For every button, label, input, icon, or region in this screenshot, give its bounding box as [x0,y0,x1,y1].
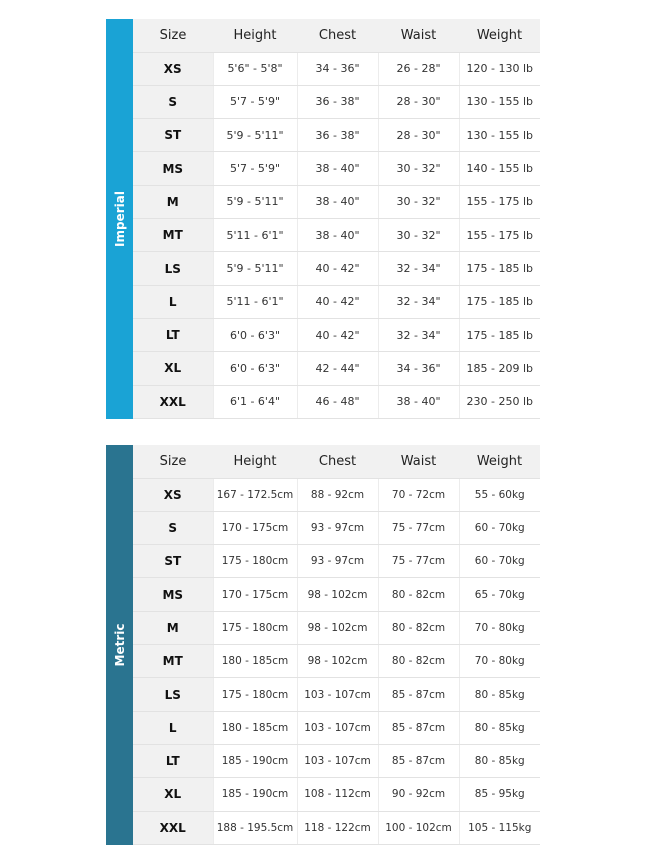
imperial-chest-cell: 36 - 38" [297,119,378,152]
header-chest: Chest [297,445,378,478]
metric-side-label [106,445,133,845]
imperial-weight-cell: 230 - 250 lb [459,385,540,418]
imperial-chest-cell: 38 - 40" [297,152,378,185]
imperial-waist-cell: 30 - 32" [378,185,459,218]
header-size: Size [133,445,213,478]
imperial-size-cell: XL [133,352,213,385]
metric-chest-cell: 98 - 102cm [297,611,378,644]
imperial-chest-cell: 42 - 44" [297,352,378,385]
table-row [133,85,540,118]
table-row [133,745,540,778]
metric-chest-cell: 118 - 122cm [297,811,378,844]
table-row [133,645,540,678]
metric-height-cell: 170 - 175cm [213,511,297,544]
metric-label-text: Metric [112,623,127,667]
metric-height-cell: 188 - 195.5cm [213,811,297,844]
metric-chest-cell: 93 - 97cm [297,545,378,578]
imperial-size-cell: XS [133,52,213,85]
imperial-weight-cell: 175 - 185 lb [459,285,540,318]
imperial-height-cell: 5'9 - 5'11" [213,252,297,285]
metric-chest-cell: 103 - 107cm [297,678,378,711]
metric-size-cell: XL [133,778,213,811]
metric-chest-cell: 103 - 107cm [297,745,378,778]
header-waist: Waist [378,445,459,478]
metric-height-cell: 180 - 185cm [213,645,297,678]
metric-waist-cell: 80 - 82cm [378,578,459,611]
imperial-label-text: Imperial [112,191,127,247]
metric-height-cell: 180 - 185cm [213,711,297,744]
imperial-waist-cell: 34 - 36" [378,352,459,385]
table-row [133,352,540,385]
metric-waist-cell: 85 - 87cm [378,678,459,711]
table-row [133,285,540,318]
imperial-size-cell: MT [133,219,213,252]
metric-chest-cell: 103 - 107cm [297,711,378,744]
header-height: Height [213,19,297,52]
imperial-size-cell: M [133,185,213,218]
imperial-weight-cell: 130 - 155 lb [459,119,540,152]
metric-size-cell: M [133,611,213,644]
imperial-height-cell: 5'11 - 6'1" [213,219,297,252]
imperial-height-cell: 5'6" - 5'8" [213,52,297,85]
imperial-waist-cell: 30 - 32" [378,152,459,185]
metric-waist-cell: 85 - 87cm [378,745,459,778]
metric-height-cell: 175 - 180cm [213,545,297,578]
imperial-height-cell: 5'9 - 5'11" [213,119,297,152]
table-row [133,778,540,811]
metric-height-cell: 185 - 190cm [213,778,297,811]
metric-size-chart [106,445,540,845]
imperial-waist-cell: 38 - 40" [378,385,459,418]
metric-size-cell: MT [133,645,213,678]
metric-size-cell: ST [133,545,213,578]
header-height: Height [213,445,297,478]
table-row [133,219,540,252]
metric-height-cell: 185 - 190cm [213,745,297,778]
header-size: Size [133,19,213,52]
imperial-chest-cell: 40 - 42" [297,319,378,352]
imperial-side-label [106,19,133,419]
table-row [133,811,540,844]
imperial-weight-cell: 185 - 209 lb [459,352,540,385]
metric-chest-cell: 93 - 97cm [297,511,378,544]
imperial-waist-cell: 26 - 28" [378,52,459,85]
metric-weight-cell: 80 - 85kg [459,678,540,711]
metric-size-cell: XS [133,478,213,511]
imperial-size-cell: ST [133,119,213,152]
imperial-waist-cell: 32 - 34" [378,319,459,352]
imperial-weight-cell: 130 - 155 lb [459,85,540,118]
table-row [133,385,540,418]
metric-waist-cell: 75 - 77cm [378,545,459,578]
header-weight: Weight [459,445,540,478]
imperial-chest-cell: 38 - 40" [297,185,378,218]
imperial-header-row [133,19,540,52]
imperial-waist-cell: 28 - 30" [378,119,459,152]
metric-waist-cell: 100 - 102cm [378,811,459,844]
metric-weight-cell: 70 - 80kg [459,611,540,644]
metric-weight-cell: 105 - 115kg [459,811,540,844]
imperial-weight-cell: 120 - 130 lb [459,52,540,85]
metric-chest-cell: 108 - 112cm [297,778,378,811]
metric-header-row [133,445,540,478]
header-chest: Chest [297,19,378,52]
imperial-waist-cell: 30 - 32" [378,219,459,252]
imperial-chest-cell: 46 - 48" [297,385,378,418]
imperial-chest-cell: 34 - 36" [297,52,378,85]
imperial-weight-cell: 175 - 185 lb [459,252,540,285]
table-row [133,611,540,644]
imperial-weight-cell: 175 - 185 lb [459,319,540,352]
metric-size-cell: S [133,511,213,544]
metric-size-cell: LS [133,678,213,711]
imperial-height-cell: 6'0 - 6'3" [213,319,297,352]
imperial-size-chart [106,19,540,419]
metric-chest-cell: 98 - 102cm [297,578,378,611]
metric-size-cell: LT [133,745,213,778]
table-row [133,119,540,152]
metric-weight-cell: 70 - 80kg [459,645,540,678]
imperial-size-cell: L [133,285,213,318]
metric-weight-cell: 65 - 70kg [459,578,540,611]
metric-waist-cell: 80 - 82cm [378,645,459,678]
metric-waist-cell: 70 - 72cm [378,478,459,511]
imperial-size-cell: S [133,85,213,118]
metric-height-cell: 170 - 175cm [213,578,297,611]
imperial-size-cell: MS [133,152,213,185]
metric-size-cell: L [133,711,213,744]
metric-waist-cell: 85 - 87cm [378,711,459,744]
imperial-chest-cell: 38 - 40" [297,219,378,252]
imperial-height-cell: 5'9 - 5'11" [213,185,297,218]
imperial-weight-cell: 140 - 155 lb [459,152,540,185]
metric-chest-cell: 88 - 92cm [297,478,378,511]
metric-height-cell: 167 - 172.5cm [213,478,297,511]
table-row [133,545,540,578]
imperial-height-cell: 6'0 - 6'3" [213,352,297,385]
metric-table [133,445,540,845]
imperial-waist-cell: 32 - 34" [378,252,459,285]
imperial-waist-cell: 28 - 30" [378,85,459,118]
imperial-weight-cell: 155 - 175 lb [459,219,540,252]
metric-weight-cell: 55 - 60kg [459,478,540,511]
table-row [133,711,540,744]
metric-height-cell: 175 - 180cm [213,611,297,644]
imperial-size-cell: LS [133,252,213,285]
imperial-table [133,19,540,419]
metric-waist-cell: 80 - 82cm [378,611,459,644]
table-row [133,52,540,85]
table-row [133,511,540,544]
imperial-chest-cell: 40 - 42" [297,252,378,285]
table-row [133,478,540,511]
imperial-height-cell: 5'7 - 5'9" [213,152,297,185]
imperial-weight-cell: 155 - 175 lb [459,185,540,218]
metric-size-cell: MS [133,578,213,611]
metric-chest-cell: 98 - 102cm [297,645,378,678]
metric-weight-cell: 60 - 70kg [459,511,540,544]
imperial-size-cell: XXL [133,385,213,418]
table-row [133,578,540,611]
table-row [133,678,540,711]
imperial-size-cell: LT [133,319,213,352]
imperial-height-cell: 5'11 - 6'1" [213,285,297,318]
imperial-waist-cell: 32 - 34" [378,285,459,318]
metric-weight-cell: 60 - 70kg [459,545,540,578]
metric-weight-cell: 80 - 85kg [459,745,540,778]
metric-size-cell: XXL [133,811,213,844]
metric-waist-cell: 90 - 92cm [378,778,459,811]
metric-weight-cell: 85 - 95kg [459,778,540,811]
table-row [133,252,540,285]
imperial-chest-cell: 36 - 38" [297,85,378,118]
metric-weight-cell: 80 - 85kg [459,711,540,744]
header-waist: Waist [378,19,459,52]
header-weight: Weight [459,19,540,52]
table-row [133,185,540,218]
imperial-chest-cell: 40 - 42" [297,285,378,318]
imperial-height-cell: 6'1 - 6'4" [213,385,297,418]
imperial-height-cell: 5'7 - 5'9" [213,85,297,118]
table-row [133,152,540,185]
table-row [133,319,540,352]
metric-waist-cell: 75 - 77cm [378,511,459,544]
metric-height-cell: 175 - 180cm [213,678,297,711]
